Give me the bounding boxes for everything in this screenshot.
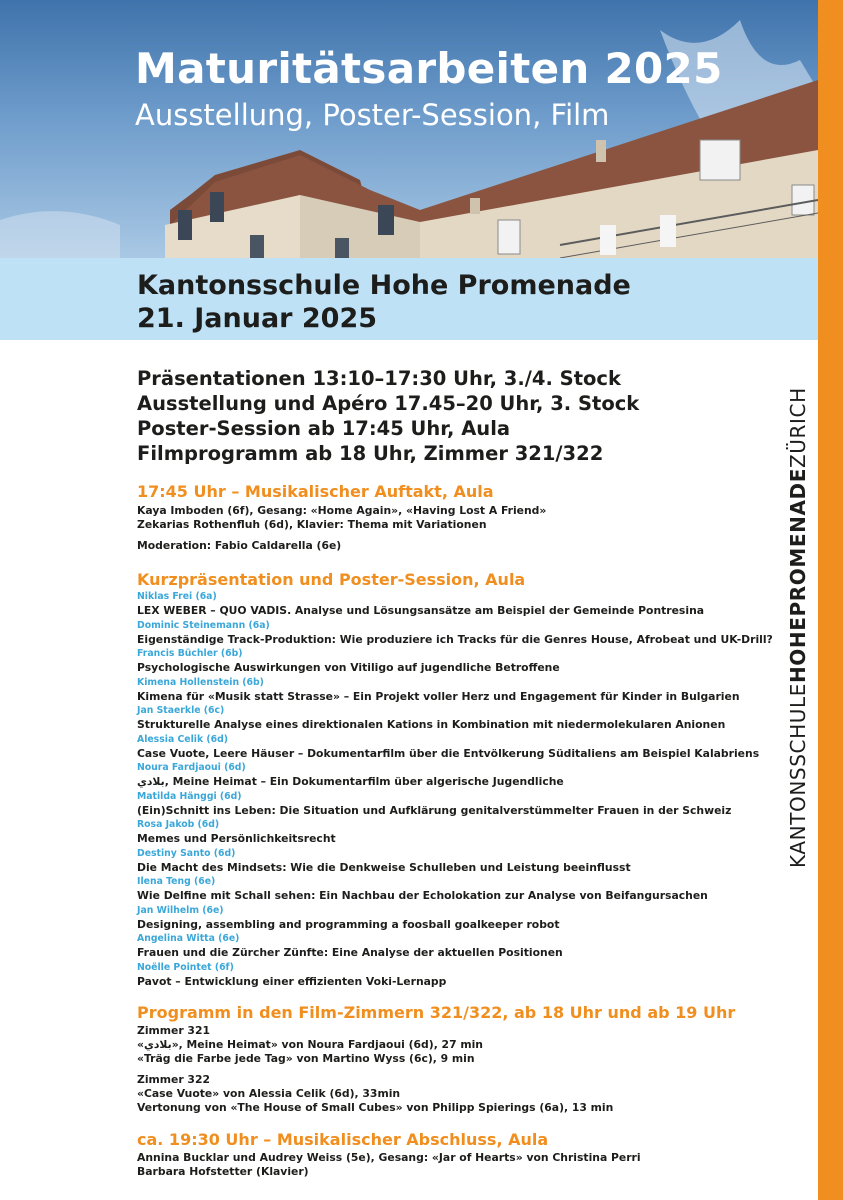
page-title: Maturitätsarbeiten 2025 <box>135 44 723 93</box>
hero-banner <box>0 0 818 258</box>
poster-item <box>137 818 807 847</box>
poster-item <box>137 619 807 648</box>
event-band <box>0 258 818 340</box>
thesis-title: Kimena für «Musik statt Strasse» – Ein Projekt voller Herz und Engagement für Kinder in Bulgarien <box>137 689 740 703</box>
poster-item <box>137 704 807 733</box>
poster-item <box>137 904 807 933</box>
thesis-title: Psychologische Auswirkungen von Vitiligo auf jugendliche Betroffene <box>137 661 560 674</box>
presenter-name: Kimena Hollenstein (6b) <box>137 676 264 688</box>
closing-line: Barbara Hofstetter (Klavier) <box>137 1165 309 1178</box>
thesis-title: Case Vuote, Leere Häuser – Dokumentarfilm über die Entvölkerung Süditaliens am Beispiel Kalabriens <box>137 746 760 760</box>
film-line: «بلادي», Meine Heimat» von Noura Fardjaoui (6d), 27 min <box>137 1038 483 1051</box>
poster-item <box>137 761 807 790</box>
schedule-line: Ausstellung und Apéro 17.45–20 Uhr, 3. Stock <box>137 392 640 415</box>
presenter-name: Dominic Steinemann (6a) <box>137 619 270 631</box>
thesis-title: Frauen und die Zürcher Zünfte: Eine Analyse der aktuellen Positionen <box>137 946 563 959</box>
wordmark-part-bold: HOHEPROMENADE <box>786 468 810 684</box>
thesis-title: Pavot – Entwicklung einer effizienten Voki-Lernapp <box>137 974 447 988</box>
schedule-block <box>137 366 639 466</box>
poster-item <box>137 932 807 961</box>
thesis-title: Die Macht des Mindsets: Wie die Denkweise Schulleben und Leistung beeinflusst <box>137 860 631 874</box>
opening-line: Zekarias Rothenfluh (6d), Klavier: Thema mit Variationen <box>137 518 487 531</box>
film-line: «Träg die Farbe jede Tag» von Martino Wyss (6c), 9 min <box>137 1052 475 1065</box>
closing-heading: ca. 19:30 Uhr – Musikalischer Abschluss, Aula <box>137 1130 549 1149</box>
poster-item <box>137 961 807 990</box>
wordmark-part: ZÜRICH <box>786 387 810 468</box>
schedule-line: Poster-Session ab 17:45 Uhr, Aula <box>137 417 511 440</box>
presenter-name: Noura Fardjaoui (6d) <box>137 762 246 773</box>
presenter-name: Ilena Teng (6e) <box>137 876 216 887</box>
presenter-name: Jan Staerkle (6c) <box>137 705 225 716</box>
opening-line: Kaya Imboden (6f), Gesang: «Home Again», «Having Lost A Friend» <box>137 504 547 517</box>
thesis-title: LEX WEBER – QUO VADIS. Analyse und Lösungsansätze am Beispiel der Gemeinde Pontresina <box>137 604 705 617</box>
schedule-line: Präsentationen 13:10–17:30 Uhr, 3./4. Stock <box>137 367 621 390</box>
presenter-name: Angelina Witta (6e) <box>137 933 240 944</box>
event-date: 21. Januar 2025 <box>137 303 378 334</box>
room-label: Zimmer 321 <box>137 1024 210 1037</box>
poster-item <box>137 647 807 676</box>
presenter-name: Rosa Jakob (6d) <box>137 819 220 830</box>
presenter-name: Matilda Hänggi (6d) <box>137 790 242 802</box>
presenter-name: Niklas Frei (6a) <box>137 591 217 602</box>
film-line: «Case Vuote» von Alessia Celik (6d), 33min <box>137 1087 401 1100</box>
program-content <box>137 482 807 1179</box>
schedule-line: Filmprogramm ab 18 Uhr, Zimmer 321/322 <box>137 442 604 465</box>
school-wordmark <box>786 387 810 868</box>
film-heading: Programm in den Film-Zimmern 321/322, ab 18 Uhr und ab 19 Uhr <box>137 1003 736 1022</box>
opening-heading: 17:45 Uhr – Musikalischer Auftakt, Aula <box>137 482 494 501</box>
closing-line: Annina Bucklar und Audrey Weiss (5e), Gesang: «Jar of Hearts» von Christina Perri <box>137 1151 641 1164</box>
poster-item <box>137 733 807 762</box>
accent-bar <box>818 0 843 1200</box>
poster-section <box>137 570 807 989</box>
poster-item <box>137 847 807 876</box>
page-subtitle: Ausstellung, Poster-Session, Film <box>135 98 610 132</box>
thesis-title: Designing, assembling and programming a foosball goalkeeper robot <box>137 917 560 931</box>
poster-heading: Kurzpräsentation und Poster-Session, Aula <box>137 570 526 589</box>
thesis-title: Eigenständige Track-Produktion: Wie produziere ich Tracks für die Genres House, Afrobeat und UK-Drill? <box>137 632 773 646</box>
room-label: Zimmer 322 <box>137 1073 210 1086</box>
school-name: Kantonsschule Hohe Promenade <box>137 270 631 301</box>
moderation-line: Moderation: Fabio Caldarella (6e) <box>137 539 342 552</box>
thesis-title: Wie Delfine mit Schall sehen: Ein Nachbau der Echolokation zur Analyse von Beifangursachen <box>137 889 708 902</box>
presenter-name: Noëlle Pointet (6f) <box>137 961 234 973</box>
poster-item <box>137 676 807 705</box>
poster-item <box>137 875 807 904</box>
wordmark-part: KANTONSSCHULE <box>786 683 810 868</box>
poster-item <box>137 790 807 819</box>
presenter-name: Jan Wilhelm (6e) <box>137 904 224 916</box>
presenter-name: Alessia Celik (6d) <box>137 733 228 745</box>
film-section <box>137 1003 807 1115</box>
presenter-name: Destiny Santo (6d) <box>137 847 236 859</box>
thesis-title: Strukturelle Analyse eines direktionalen Kations in Kombination mit niedermolekularen Anionen <box>137 718 726 731</box>
presenter-name: Francis Büchler (6b) <box>137 648 243 659</box>
closing-section <box>137 1130 807 1179</box>
opening-section <box>137 482 807 553</box>
thesis-title: (Ein)Schnitt ins Leben: Die Situation und Aufklärung genitalverstümmelter Frauen in der Schweiz <box>137 803 732 817</box>
film-line: Vertonung von «The House of Small Cubes» von Philipp Spierings (6a), 13 min <box>137 1101 614 1114</box>
poster-item <box>137 590 807 619</box>
thesis-title: Memes und Persönlichkeitsrecht <box>137 832 336 845</box>
thesis-title: بلادي, Meine Heimat – Ein Dokumentarfilm über algerische Jugendliche <box>137 775 564 788</box>
